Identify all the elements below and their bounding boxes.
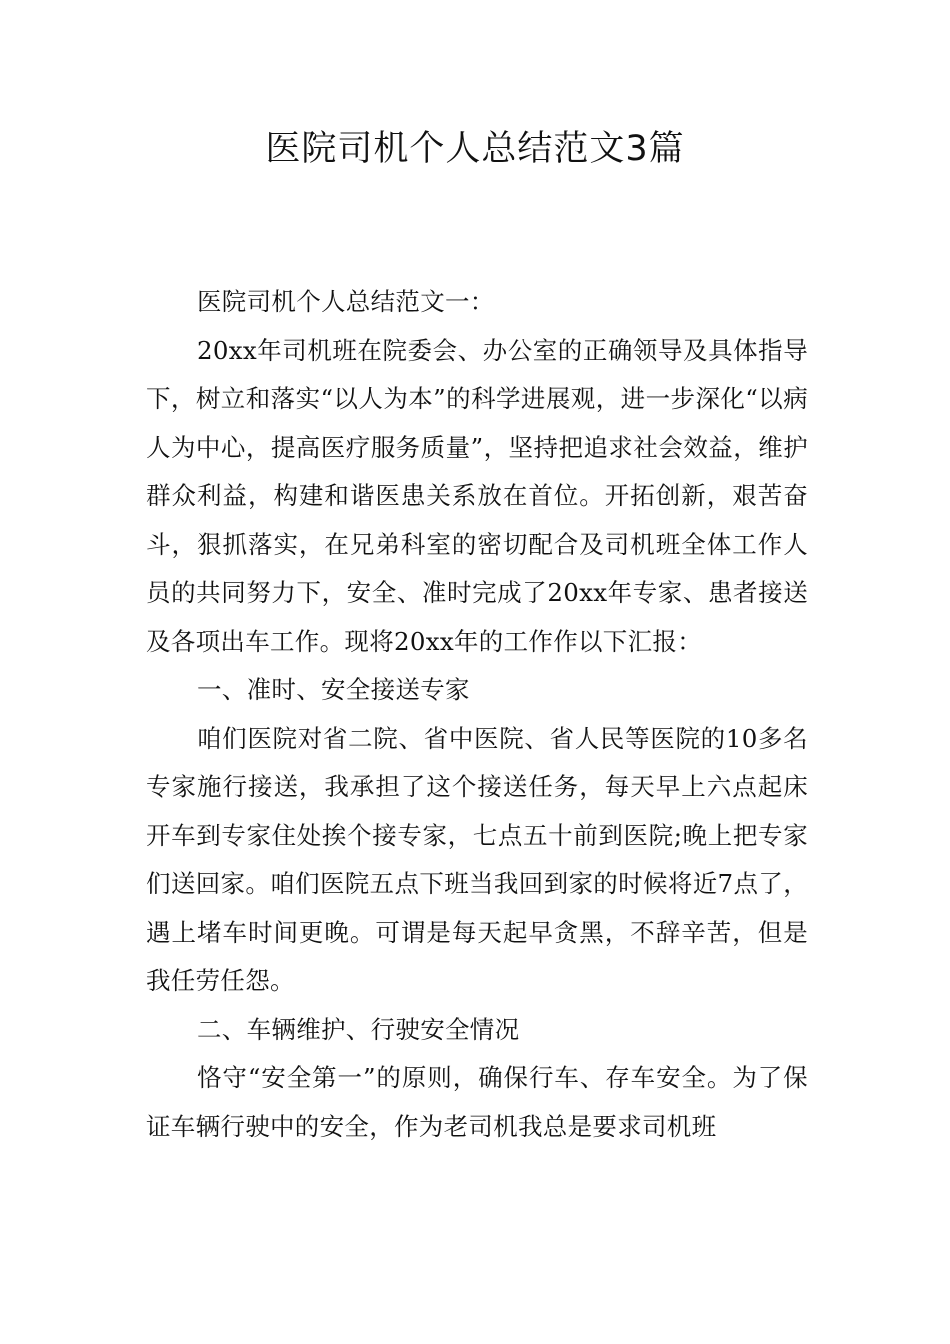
body-paragraph-vehicle-safety: 恪守“安全第一”的原则，确保行车、存车安全。为了保证车辆行驶中的安全，作为老司机我总是要求司机班	[146, 1063, 808, 1141]
body-paragraph-intro: 20xx年司机班在院委会、办公室的正确领导及具体指导下，树立和落实“以人为本”的科学进展观，进一步深化“以病人为中心，提高医疗服务质量”，坚持把追求社会效益，维护群众利益，构建和谐医患关系放在首位。开拓创新，艰苦奋斗，狠抓落实，在兄弟科室的密切配合及司机班全体工作人员的共同努力下，安全、准时完成了20xx年专家、患者接送及各项出车工作。现将20xx年的工作作以下汇报：	[146, 335, 808, 656]
body-paragraph-expert-transport: 咱们医院对省二院、省中医院、省人民等医院的10多名专家施行接送，我承担了这个接送任务，每天早上六点起床开车到专家住处挨个接专家，七点五十前到医院;晚上把专家们送回家。咱们医院五点下班当我回到家的时候将近7点了，遇上堵车时间更晚。可谓是每天起早贪黑，不辞辛苦，但是我任劳任怨。	[146, 723, 808, 995]
document-body	[146, 278, 808, 1151]
document-title: 医院司机个人总结范文3篇	[265, 129, 685, 169]
section-heading-sample-one: 医院司机个人总结范文一：	[197, 287, 495, 316]
section-heading-expert-transport: 一、准时、安全接送专家	[197, 675, 470, 704]
section-heading-vehicle-safety: 二、车辆维护、行驶安全情况	[197, 1014, 520, 1044]
